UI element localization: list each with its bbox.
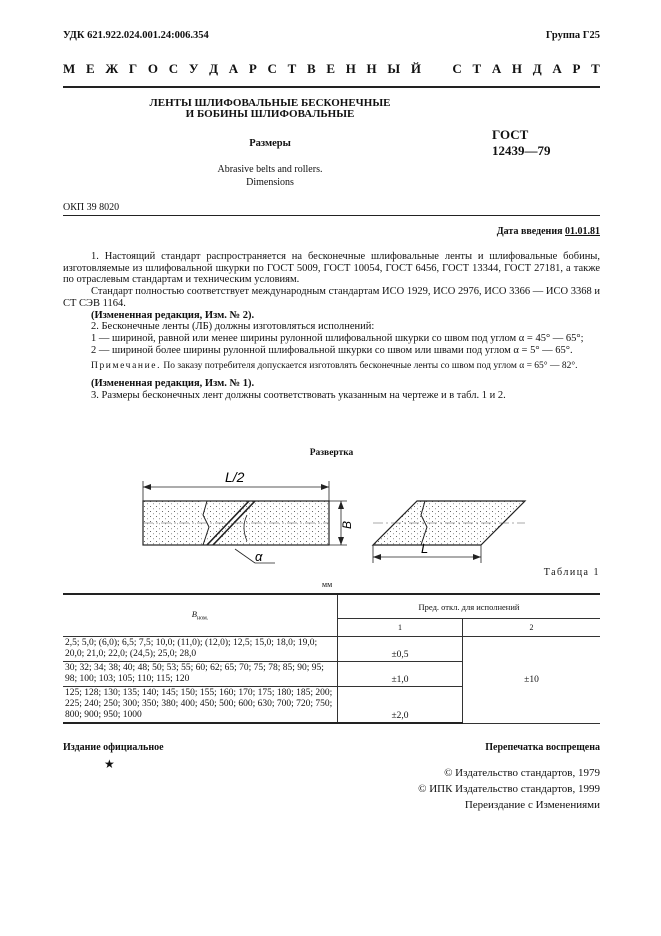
english-title [120, 163, 420, 189]
header-deviation: Пред. откл. для исполнений [338, 594, 601, 619]
paragraph-2: Стандарт полностью соответствует международным стандартам ИСО 1929, ИСО 2976, ИСО 3366 — ИСО 3368 и СТ СЭВ 1164. [63, 286, 600, 309]
banner-letter: С [168, 61, 179, 76]
paragraph-3: 2. Бесконечные ленты (ЛБ) должны изготовляться исполнений: [91, 321, 375, 333]
row-3-dev1: ±2,0 [338, 687, 463, 724]
banner-letter: Й [410, 61, 421, 76]
subtitle: Размеры [249, 138, 291, 149]
banner-letter: Ж [105, 61, 119, 76]
belt-right-view [373, 501, 525, 563]
date-value: 01.01.81 [565, 226, 600, 237]
gost-code: 12439—79 [492, 143, 551, 158]
row-1-values: 2,5; 5,0; (6,0); 6,5; 7,5; 10,0; (11,0); (12,0); 12,5; 15,0; 18,0; 19,0; 20,0; 21,0; 22,0; (24,5); 25,0; 28,0 [63, 637, 338, 662]
banner-letter: Е [85, 61, 95, 76]
official-edition: Издание официальное [63, 742, 164, 753]
amendment-1: (Измененная редакция, Изм. № 1). [91, 378, 255, 390]
header-b-nom [63, 594, 338, 637]
note-text: По заказу потребителя допускается изготовлять бесконечные ленты со швом под углом α = 65° — 82°. [161, 361, 578, 372]
amendment-2: (Измененная редакция, Изм. № 2). [91, 309, 255, 321]
dev2-all-rows: ±10 [463, 637, 601, 724]
banner-letter: Н [511, 61, 523, 76]
paragraph-4: 1 — шириной, равной или менее ширины рулонной шлифовальной шкурки со швом под углом α = 45° — 65°; [91, 332, 584, 344]
banner-letter: Д [532, 61, 542, 76]
english-line-1: Abrasive belts and rollers. [217, 164, 323, 175]
row-2-values: 30; 32; 34; 38; 40; 48; 50; 53; 55; 60; 62; 65; 70; 75; 78; 85; 90; 95; 98; 100; 103; 105; 110; 115; 120 [63, 662, 338, 687]
banner-letter: Е [326, 61, 335, 76]
banner-letter: А [491, 61, 502, 76]
reissue-note: Переиздание с Изменениями [464, 799, 600, 811]
body-text [63, 251, 600, 401]
okp-code: ОКП 39 8020 [63, 202, 120, 213]
date-label: Дата введения [496, 226, 563, 237]
table-unit: мм [322, 580, 333, 589]
dimensions-table [63, 593, 600, 724]
note-label: Примечание. [91, 361, 162, 372]
banner-letter: Р [248, 61, 257, 76]
document-title [120, 98, 420, 120]
header-b-symbol: B [191, 609, 197, 620]
note [63, 361, 600, 373]
standard-banner [63, 61, 600, 77]
star-mark: ★ [104, 757, 115, 771]
banner-letter: Т [591, 61, 600, 76]
top-rule [63, 86, 600, 88]
table-caption: Таблица 1 [543, 567, 600, 578]
copyright-1999: © ИПК Издательство стандартов, 1999 [418, 783, 600, 795]
banner-letter: У [188, 61, 199, 76]
banner-letter: С [267, 61, 277, 76]
banner-letter: В [306, 61, 316, 76]
row-1-dev1: ±0,5 [338, 637, 463, 662]
banner-letter: Т [472, 61, 482, 76]
header-version-1: 1 [338, 619, 463, 637]
banner-letter: Н [345, 61, 356, 76]
paragraph-1: 1. Настоящий стандарт распространяется на бесконечные шлифовальные ленты и шлифовальные бобины, изготовляемые из шлифовальной шкурки по ГОСТ 5009, ГОСТ 10054, ГОСТ 6456, ГОСТ 13344, ГОСТ 27181, а также по отраслевым стандартам и техническим условиям. [63, 251, 600, 286]
row-2-dev1: ±1,0 [338, 662, 463, 687]
banner-letter: С [452, 61, 462, 76]
gost-label: ГОСТ [492, 127, 529, 142]
english-line-2: Dimensions [246, 177, 294, 188]
banner-letter: О [147, 61, 159, 76]
okp-rule [63, 215, 600, 216]
paragraph-6: 3. Размеры бесконечных лент должны соответствовать указанным на чертеже и в табл. 1 и 2. [91, 389, 506, 401]
group-code: Группа Г25 [545, 30, 600, 41]
label-half-length: L/2 [225, 469, 245, 485]
banner-letter: М [63, 61, 76, 76]
banner-letter: Г [128, 61, 138, 76]
banner-letter: Р [572, 61, 581, 76]
figure-caption: Развертка [309, 448, 354, 458]
gost-number [492, 127, 551, 159]
banner-letter: Д [209, 61, 219, 76]
banner-letter: Ы [387, 61, 401, 76]
copyright-1979: © Издательство стандартов, 1979 [444, 767, 600, 779]
table-row [63, 637, 600, 662]
reprint-prohibited: Перепечатка воспрещена [485, 742, 600, 753]
banner-letter: Н [366, 61, 377, 76]
label-alpha: α [255, 549, 263, 564]
banner-letter: А [552, 61, 562, 76]
belt-drawing [125, 465, 535, 565]
title-line-1: ЛЕНТЫ ШЛИФОВАЛЬНЫЕ БЕСКОНЕЧНЫЕ [149, 97, 391, 109]
label-length: L [421, 541, 429, 556]
title-line-2: И БОБИНЫ ШЛИФОВАЛЬНЫЕ [185, 108, 355, 120]
belt-left-view [143, 481, 347, 563]
effective-date [497, 226, 600, 237]
row-3-values: 125; 128; 130; 135; 140; 145; 150; 155; 160; 170; 175; 180; 185; 200; 225; 240; 250; 300; 350; 380; 400; 450; 500; 600; 630; 700; 720; 750; 800; 900; 950; 1000 [63, 687, 338, 724]
header-version-2: 2 [463, 619, 601, 637]
header-b-sub: ном. [196, 615, 209, 622]
paragraph-5: 2 — шириной более ширины рулонной шлифовальной шкурки со швом или швами под углом α = 5° — 65°. [91, 344, 573, 356]
banner-letter: Т [287, 61, 297, 76]
banner-letter [432, 61, 442, 77]
udk-code: УДК 621.922.024.001.24:006.354 [63, 30, 209, 41]
banner-letter: А [228, 61, 239, 76]
label-width: B [340, 520, 354, 529]
